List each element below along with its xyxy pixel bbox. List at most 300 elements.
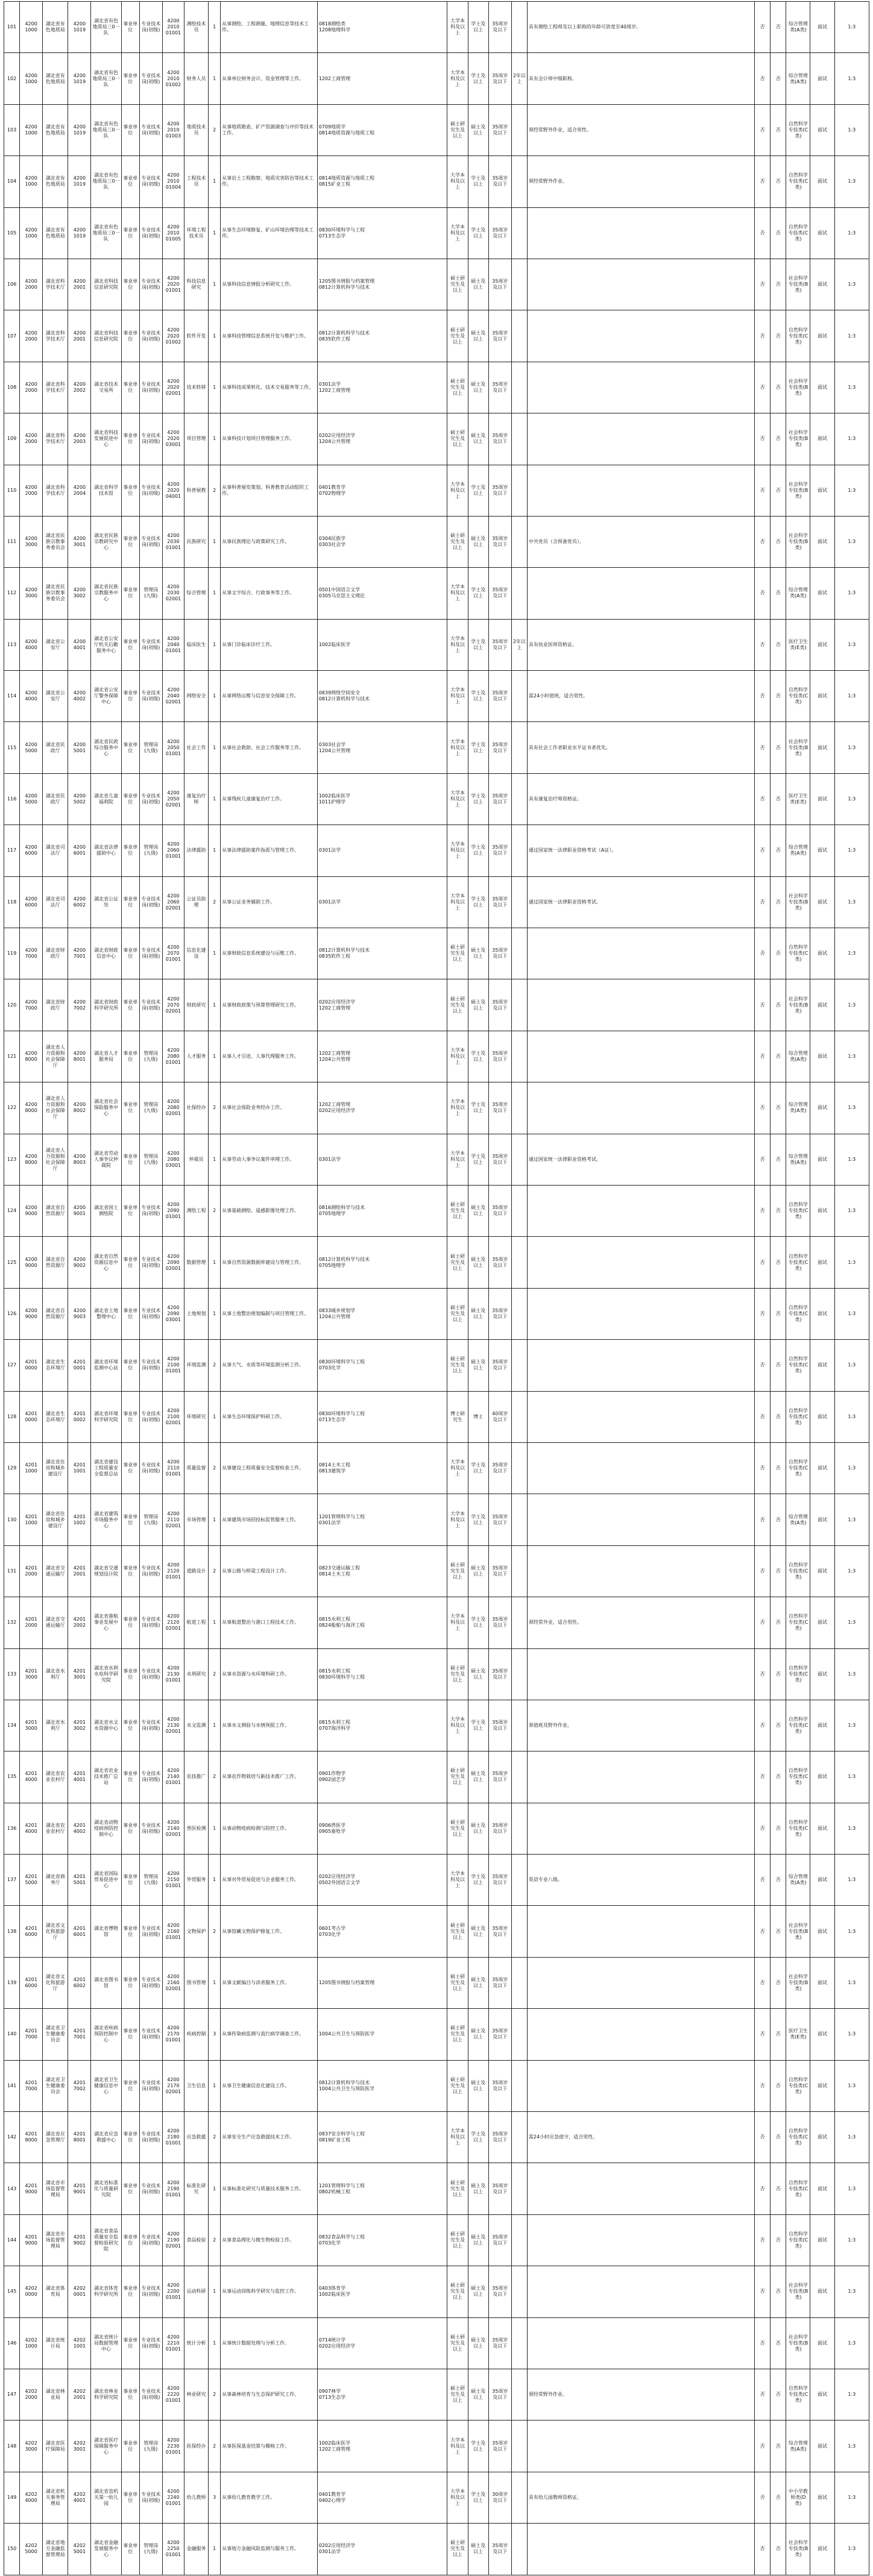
cell-major: 0815水利工程 0707海洋科学	[317, 1700, 447, 1751]
cell-headcount: 1	[209, 1494, 221, 1545]
cell-ratio: 1:3	[834, 619, 869, 670]
cell-exam-category: 综合管理类(A类)	[786, 2420, 810, 2472]
cell-interview-method: 面试	[810, 2009, 834, 2060]
cell-degree: 硕士及以上	[468, 1340, 488, 1391]
cell-other-requirements: 英语专业八级。	[527, 1855, 754, 1906]
cell-experience	[511, 1803, 527, 1854]
cell-education: 硕士研究生及以上	[447, 1185, 468, 1236]
cell-exam-category: 自然科学专技类(C类)	[786, 310, 810, 362]
cell-unit-code: 4200 9000	[20, 1237, 43, 1288]
cell-unit-code: 4200 7000	[20, 979, 43, 1031]
cell-unit-kind: 事业单位	[121, 413, 139, 465]
cell-row-number: 112	[4, 568, 20, 619]
cell-flag-2: 否	[771, 2009, 786, 2060]
cell-post-category: 专业技术岗(初级)	[139, 207, 162, 259]
cell-post-category: 专业技术岗(初级)	[139, 979, 162, 1031]
cell-department: 湖北省有色地质局三0一队	[91, 207, 121, 259]
cell-unit-code: 4202 3000	[20, 2420, 43, 2472]
cell-org-code: 4200 2004	[68, 465, 91, 516]
cell-ratio: 1:3	[834, 1391, 869, 1442]
cell-experience	[511, 413, 527, 465]
cell-unit-kind: 事业单位	[121, 2420, 139, 2472]
cell-age: 35周岁及以下	[488, 825, 511, 876]
cell-post-category: 专业技术岗(初级)	[139, 2317, 162, 2369]
cell-unit-kind: 事业单位	[121, 1545, 139, 1597]
cell-post-title: 林业研究	[184, 2369, 208, 2420]
cell-experience	[511, 310, 527, 362]
cell-flag-2: 否	[771, 1597, 786, 1648]
cell-age: 35周岁及以下	[488, 1185, 511, 1236]
cell-post-title: 统计分析	[184, 2317, 208, 2369]
cell-ratio: 1:3	[834, 722, 869, 773]
cell-org-code: 4202 3001	[68, 2420, 91, 2472]
cell-unit-kind: 事业单位	[121, 259, 139, 310]
cell-headcount: 1	[209, 928, 221, 979]
cell-unit-name: 湖北省有色地质局	[43, 104, 68, 156]
cell-post-description: 从事水文测验与水情预报工作。	[221, 1700, 318, 1751]
cell-post-code: 4200 2110 02001	[162, 1494, 184, 1545]
cell-headcount: 1	[209, 516, 221, 567]
cell-post-title: 数据管理	[184, 1237, 208, 1288]
cell-post-code: 4200 2020 04001	[162, 465, 184, 516]
recruitment-table-sheet	[4, 1, 869, 2575]
cell-post-description: 从事航道整治与港口工程技术工作。	[221, 1597, 318, 1648]
cell-experience	[511, 2, 527, 53]
cell-org-code: 4201 8001	[68, 2112, 91, 2163]
cell-headcount: 1	[209, 979, 221, 1031]
table-row	[4, 1751, 869, 1803]
cell-post-category: 专业技术岗(初级)	[139, 259, 162, 310]
cell-degree: 硕士及以上	[468, 2369, 488, 2420]
cell-post-title: 科技信息研究	[184, 259, 208, 310]
cell-major: 0301法学	[317, 876, 447, 928]
cell-flag-2: 否	[771, 2369, 786, 2420]
cell-experience	[511, 1906, 527, 1957]
cell-education: 大学本科及以上	[447, 619, 468, 670]
cell-flag-1: 否	[755, 2369, 771, 2420]
cell-unit-name: 湖北省公安厅	[43, 671, 68, 722]
table-row	[4, 2060, 869, 2111]
cell-department: 湖北省建设工程质量安全监督总站	[91, 1442, 121, 1494]
cell-other-requirements	[527, 413, 754, 465]
cell-education: 大学本科及以上	[447, 2112, 468, 2163]
cell-degree: 硕士及以上	[468, 310, 488, 362]
cell-interview-method: 面试	[810, 53, 834, 104]
cell-experience	[511, 2420, 527, 2472]
cell-degree: 学士及以上	[468, 2, 488, 53]
cell-flag-1: 否	[755, 1391, 771, 1442]
cell-ratio: 1:3	[834, 259, 869, 310]
cell-major: 1202工商管理 1204公共管理	[317, 1031, 447, 1082]
cell-post-description: 从事生态环境修复、矿山环境治理等技术工作。	[221, 207, 318, 259]
cell-major: 0818测绘类 1208地理科学	[317, 2, 447, 53]
table-row	[4, 825, 869, 876]
cell-degree: 硕士及以上	[468, 362, 488, 413]
cell-flag-2: 否	[771, 825, 786, 876]
cell-other-requirements	[527, 1082, 754, 1134]
cell-experience	[511, 825, 527, 876]
cell-post-description: 从事对外贸易促进与企业服务工作。	[221, 1855, 318, 1906]
cell-post-category: 专业技术岗(初级)	[139, 310, 162, 362]
cell-org-code: 4201 5001	[68, 1855, 91, 1906]
cell-department: 湖北省应急救援中心	[91, 2112, 121, 2163]
cell-headcount: 1	[209, 722, 221, 773]
cell-education: 硕士研究生及以上	[447, 1237, 468, 1288]
cell-post-title: 环境研究	[184, 1391, 208, 1442]
cell-post-code: 4200 2020 02001	[162, 362, 184, 413]
cell-degree: 学士及以上	[468, 1855, 488, 1906]
table-row	[4, 53, 869, 104]
cell-unit-name: 湖北省机关事务管理局	[43, 2472, 68, 2523]
cell-department: 湖北省有色地质局三0一队	[91, 156, 121, 207]
cell-row-number: 126	[4, 1288, 20, 1339]
cell-other-requirements	[527, 1340, 754, 1391]
cell-major: 0301法学 1202工商管理	[317, 362, 447, 413]
cell-org-code: 4200 3002	[68, 568, 91, 619]
cell-post-description: 从事基础测绘、遥感影像处理工作。	[221, 1185, 318, 1236]
cell-flag-2: 否	[771, 1031, 786, 1082]
cell-flag-1: 否	[755, 1855, 771, 1906]
cell-post-description: 从事建筑市场招投标监管服务工作。	[221, 1494, 318, 1545]
cell-department: 湖北省水文水资源中心	[91, 1700, 121, 1751]
cell-org-code: 4200 9001	[68, 1185, 91, 1236]
cell-post-description: 从事标准化研究与质量技术服务工作。	[221, 2163, 318, 2214]
cell-post-title: 地质技术员	[184, 104, 208, 156]
cell-unit-code: 4201 6000	[20, 1906, 43, 1957]
cell-education: 硕士研究生及以上	[447, 362, 468, 413]
cell-post-category: 管理岗(九级)	[139, 1134, 162, 1185]
cell-org-code: 4200 3001	[68, 516, 91, 567]
cell-experience	[511, 2266, 527, 2317]
cell-exam-category: 社会科学专技类(B类)	[786, 876, 810, 928]
cell-headcount: 2	[209, 104, 221, 156]
cell-unit-kind: 事业单位	[121, 2266, 139, 2317]
cell-department: 湖北省法律援助中心	[91, 825, 121, 876]
cell-post-code: 4200 2200 01001	[162, 2266, 184, 2317]
cell-post-category: 管理岗(九级)	[139, 1494, 162, 1545]
cell-post-code: 4200 2210 01001	[162, 2317, 184, 2369]
cell-interview-method: 面试	[810, 1648, 834, 1700]
cell-post-code: 4200 2130 02001	[162, 1700, 184, 1751]
cell-post-description: 从事民族理论与政策研究工作。	[221, 516, 318, 567]
table-row	[4, 2214, 869, 2266]
cell-interview-method: 面试	[810, 362, 834, 413]
cell-unit-name: 湖北省有色地质局	[43, 53, 68, 104]
cell-org-code: 4201 3002	[68, 1700, 91, 1751]
cell-age: 35周岁及以下	[488, 2112, 511, 2163]
cell-headcount: 1	[209, 362, 221, 413]
cell-headcount: 2	[209, 876, 221, 928]
cell-flag-2: 否	[771, 2266, 786, 2317]
cell-post-category: 专业技术岗(初级)	[139, 2472, 162, 2523]
cell-age: 35周岁及以下	[488, 1648, 511, 1700]
recruitment-table	[4, 1, 869, 2575]
cell-degree: 硕士及以上	[468, 1545, 488, 1597]
cell-row-number: 111	[4, 516, 20, 567]
cell-flag-1: 否	[755, 773, 771, 825]
cell-age: 35周岁及以下	[488, 1700, 511, 1751]
table-row	[4, 2, 869, 53]
cell-degree: 学士及以上	[468, 2472, 488, 2523]
cell-post-description: 从事幼儿教育教学工作。	[221, 2472, 318, 2523]
cell-unit-kind: 事业单位	[121, 1957, 139, 2008]
cell-major: 0830环境科学与工程 0713生态学	[317, 207, 447, 259]
cell-post-title: 疾病控制	[184, 2009, 208, 2060]
cell-post-code: 4200 2170 02001	[162, 2060, 184, 2111]
cell-post-title: 医保经办	[184, 2420, 208, 2472]
cell-age: 35周岁及以下	[488, 1340, 511, 1391]
cell-org-code: 4201 3001	[68, 1648, 91, 1700]
cell-interview-method: 面试	[810, 773, 834, 825]
cell-unit-kind: 事业单位	[121, 104, 139, 156]
cell-interview-method: 面试	[810, 1082, 834, 1134]
cell-exam-category: 自然科学专技类(C类)	[786, 1700, 810, 1751]
cell-post-description: 从事文献编目与读者服务工作。	[221, 1957, 318, 2008]
cell-education: 硕士研究生及以上	[447, 413, 468, 465]
cell-org-code: 4200 2003	[68, 413, 91, 465]
cell-degree: 学士及以上	[468, 207, 488, 259]
cell-unit-kind: 事业单位	[121, 1134, 139, 1185]
cell-flag-2: 否	[771, 53, 786, 104]
cell-unit-code: 4200 1000	[20, 104, 43, 156]
cell-unit-name: 湖北省生态环境厅	[43, 1340, 68, 1391]
cell-major: 1205图书情报与档案管理 0812计算机科学与技术	[317, 259, 447, 310]
cell-age: 35周岁及以下	[488, 1597, 511, 1648]
cell-unit-code: 4200 1000	[20, 2, 43, 53]
cell-unit-code: 4200 8000	[20, 1134, 43, 1185]
cell-department: 湖北省社会保险服务中心	[91, 1082, 121, 1134]
cell-interview-method: 面试	[810, 1340, 834, 1391]
table-row	[4, 1597, 869, 1648]
cell-other-requirements: 具有执业医师资格证。	[527, 619, 754, 670]
cell-flag-2: 否	[771, 2060, 786, 2111]
cell-post-title: 航道工程	[184, 1597, 208, 1648]
cell-exam-category: 自然科学专技类(C类)	[786, 671, 810, 722]
cell-post-title: 道路设计	[184, 1545, 208, 1597]
table-row	[4, 413, 869, 465]
cell-experience	[511, 1700, 527, 1751]
cell-flag-1: 否	[755, 1648, 771, 1700]
cell-department: 湖北省技术交易所	[91, 362, 121, 413]
cell-headcount: 1	[209, 1237, 221, 1288]
cell-education: 大学本科及以上	[447, 773, 468, 825]
cell-org-code: 4200 2001	[68, 310, 91, 362]
cell-headcount: 2	[209, 2369, 221, 2420]
cell-unit-code: 4201 2000	[20, 1597, 43, 1648]
cell-interview-method: 面试	[810, 568, 834, 619]
cell-education: 大学本科及以上	[447, 722, 468, 773]
cell-post-category: 专业技术岗(初级)	[139, 2009, 162, 2060]
cell-flag-2: 否	[771, 1442, 786, 1494]
cell-exam-category: 自然科学专技类(C类)	[786, 207, 810, 259]
cell-post-title: 仲裁员	[184, 1134, 208, 1185]
cell-org-code: 4200 1019	[68, 207, 91, 259]
cell-ratio: 1:3	[834, 773, 869, 825]
cell-experience	[511, 207, 527, 259]
cell-post-title: 水文监测	[184, 1700, 208, 1751]
cell-exam-category: 社会科学专技类(B类)	[786, 516, 810, 567]
cell-unit-name: 湖北省有色地质局	[43, 2, 68, 53]
cell-age: 35周岁及以下	[488, 1803, 511, 1854]
cell-row-number: 132	[4, 1597, 20, 1648]
cell-org-code: 4201 9002	[68, 2214, 91, 2266]
cell-age: 35周岁及以下	[488, 979, 511, 1031]
cell-row-number: 141	[4, 2060, 20, 2111]
cell-flag-1: 否	[755, 1237, 771, 1288]
cell-degree: 学士及以上	[468, 876, 488, 928]
cell-unit-code: 4200 6000	[20, 825, 43, 876]
table-row	[4, 1855, 869, 1906]
cell-org-code: 4202 4001	[68, 2472, 91, 2523]
cell-flag-1: 否	[755, 1288, 771, 1339]
cell-experience	[511, 1494, 527, 1545]
cell-unit-kind: 事业单位	[121, 1082, 139, 1134]
cell-flag-2: 否	[771, 1751, 786, 1803]
cell-post-code: 4200 2190 01001	[162, 2163, 184, 2214]
cell-major: 0814地质资源与地质工程 0815矿业工程	[317, 156, 447, 207]
cell-unit-name: 湖北省有色地质局	[43, 207, 68, 259]
cell-row-number: 121	[4, 1031, 20, 1082]
cell-age: 35周岁及以下	[488, 773, 511, 825]
table-row	[4, 1134, 869, 1185]
cell-unit-code: 4200 7000	[20, 928, 43, 979]
cell-degree: 硕士及以上	[468, 516, 488, 567]
cell-exam-category: 综合管理类(A类)	[786, 1494, 810, 1545]
cell-education: 硕士研究生及以上	[447, 2266, 468, 2317]
cell-unit-kind: 事业单位	[121, 1803, 139, 1854]
cell-exam-category: 社会科学专技类(B类)	[786, 259, 810, 310]
cell-unit-code: 4202 0000	[20, 2266, 43, 2317]
cell-experience	[511, 568, 527, 619]
cell-unit-name: 湖北省司法厅	[43, 876, 68, 928]
cell-post-title: 市场管理	[184, 1494, 208, 1545]
cell-age: 35周岁及以下	[488, 876, 511, 928]
cell-experience	[511, 2472, 527, 2523]
table-row	[4, 1288, 869, 1339]
table-row	[4, 928, 869, 979]
cell-unit-name: 湖北省商务厅	[43, 1855, 68, 1906]
cell-flag-2: 否	[771, 619, 786, 670]
cell-age: 35周岁及以下	[488, 362, 511, 413]
cell-experience	[511, 979, 527, 1031]
cell-ratio: 1:3	[834, 2, 869, 53]
cell-other-requirements: 具有社会工作者职业水平证书者优先。	[527, 722, 754, 773]
cell-post-description: 从事农作物栽培与新技术推广工作。	[221, 1751, 318, 1803]
cell-major: 0301法学	[317, 1134, 447, 1185]
cell-major: 0814土木工程 0813建筑学	[317, 1442, 447, 1494]
cell-row-number: 107	[4, 310, 20, 362]
cell-experience	[511, 773, 527, 825]
cell-post-title: 运动科研	[184, 2266, 208, 2317]
cell-post-title: 外贸服务	[184, 1855, 208, 1906]
cell-row-number: 135	[4, 1751, 20, 1803]
cell-post-code: 4200 2150 01001	[162, 1855, 184, 1906]
cell-exam-category: 社会科学专技类(B类)	[786, 1957, 810, 2008]
cell-post-title: 测绘工程	[184, 1185, 208, 1236]
table-row	[4, 1391, 869, 1442]
table-row	[4, 671, 869, 722]
cell-unit-name: 湖北省有色地质局	[43, 156, 68, 207]
cell-post-code: 4200 2050 01001	[162, 722, 184, 773]
cell-post-category: 专业技术岗(初级)	[139, 2060, 162, 2111]
cell-education: 硕士研究生及以上	[447, 310, 468, 362]
cell-post-description: 从事大气、水质等环境监测分析工作。	[221, 1340, 318, 1391]
cell-major: 0816测绘科学与技术 0705地理学	[317, 1185, 447, 1236]
cell-unit-kind: 事业单位	[121, 2163, 139, 2214]
cell-post-title: 网络安全	[184, 671, 208, 722]
cell-department: 湖北省环境监测中心站	[91, 1340, 121, 1391]
cell-row-number: 140	[4, 2009, 20, 2060]
cell-degree: 学士及以上	[468, 1031, 488, 1082]
cell-experience	[511, 1597, 527, 1648]
cell-department: 湖北省动物疫病预防控制中心	[91, 1803, 121, 1854]
cell-flag-2: 否	[771, 671, 786, 722]
cell-flag-1: 否	[755, 156, 771, 207]
cell-post-category: 专业技术岗(初级)	[139, 671, 162, 722]
cell-degree: 硕士及以上	[468, 1185, 488, 1236]
cell-age: 35周岁及以下	[488, 619, 511, 670]
cell-post-code: 4200 2140 01001	[162, 1751, 184, 1803]
cell-age: 35周岁及以下	[488, 156, 511, 207]
cell-unit-name: 湖北省科学技术厅	[43, 310, 68, 362]
cell-other-requirements	[527, 1545, 754, 1597]
cell-post-category: 专业技术岗(初级)	[139, 1597, 162, 1648]
cell-unit-code: 4202 2000	[20, 2369, 43, 2420]
table-row	[4, 1700, 869, 1751]
cell-unit-kind: 事业单位	[121, 619, 139, 670]
cell-exam-category: 自然科学专技类(C类)	[786, 2060, 810, 2111]
cell-unit-code: 4200 4000	[20, 619, 43, 670]
cell-post-category: 专业技术岗(初级)	[139, 773, 162, 825]
cell-age: 35周岁及以下	[488, 2, 511, 53]
cell-age: 35周岁及以下	[488, 413, 511, 465]
cell-row-number: 101	[4, 2, 20, 53]
cell-degree: 硕士及以上	[468, 2524, 488, 2575]
cell-flag-2: 否	[771, 1340, 786, 1391]
cell-post-category: 专业技术岗(初级)	[139, 156, 162, 207]
cell-row-number: 119	[4, 928, 20, 979]
cell-education: 大学本科及以上	[447, 671, 468, 722]
cell-flag-2: 否	[771, 1237, 786, 1288]
cell-post-category: 管理岗(九级)	[139, 825, 162, 876]
cell-exam-category: 中小学教师类(D类)	[786, 2472, 810, 2523]
cell-post-code: 4200 2230 01001	[162, 2420, 184, 2472]
cell-post-title: 幼儿教师	[184, 2472, 208, 2523]
cell-other-requirements	[527, 2317, 754, 2369]
cell-age: 35周岁及以下	[488, 1957, 511, 2008]
cell-row-number: 150	[4, 2524, 20, 2575]
cell-flag-1: 否	[755, 825, 771, 876]
cell-experience	[511, 2163, 527, 2214]
cell-flag-1: 否	[755, 1082, 771, 1134]
cell-post-title: 康复治疗师	[184, 773, 208, 825]
cell-experience	[511, 156, 527, 207]
cell-department: 湖北省林业科学研究院	[91, 2369, 121, 2420]
cell-degree: 学士及以上	[468, 568, 488, 619]
cell-post-code: 4200 2180 01001	[162, 2112, 184, 2163]
cell-experience	[511, 2214, 527, 2266]
cell-post-category: 专业技术岗(初级)	[139, 2112, 162, 2163]
cell-education: 硕士研究生及以上	[447, 1288, 468, 1339]
cell-post-category: 专业技术岗(初级)	[139, 413, 162, 465]
cell-flag-1: 否	[755, 671, 771, 722]
cell-flag-2: 否	[771, 722, 786, 773]
cell-unit-name: 湖北省水利厅	[43, 1648, 68, 1700]
cell-post-description: 从事森林培育与生态保护研究工作。	[221, 2369, 318, 2420]
cell-unit-name: 湖北省林业局	[43, 2369, 68, 2420]
cell-post-description: 从事卫生健康信息化建设工作。	[221, 2060, 318, 2111]
cell-education: 大学本科及以上	[447, 2420, 468, 2472]
